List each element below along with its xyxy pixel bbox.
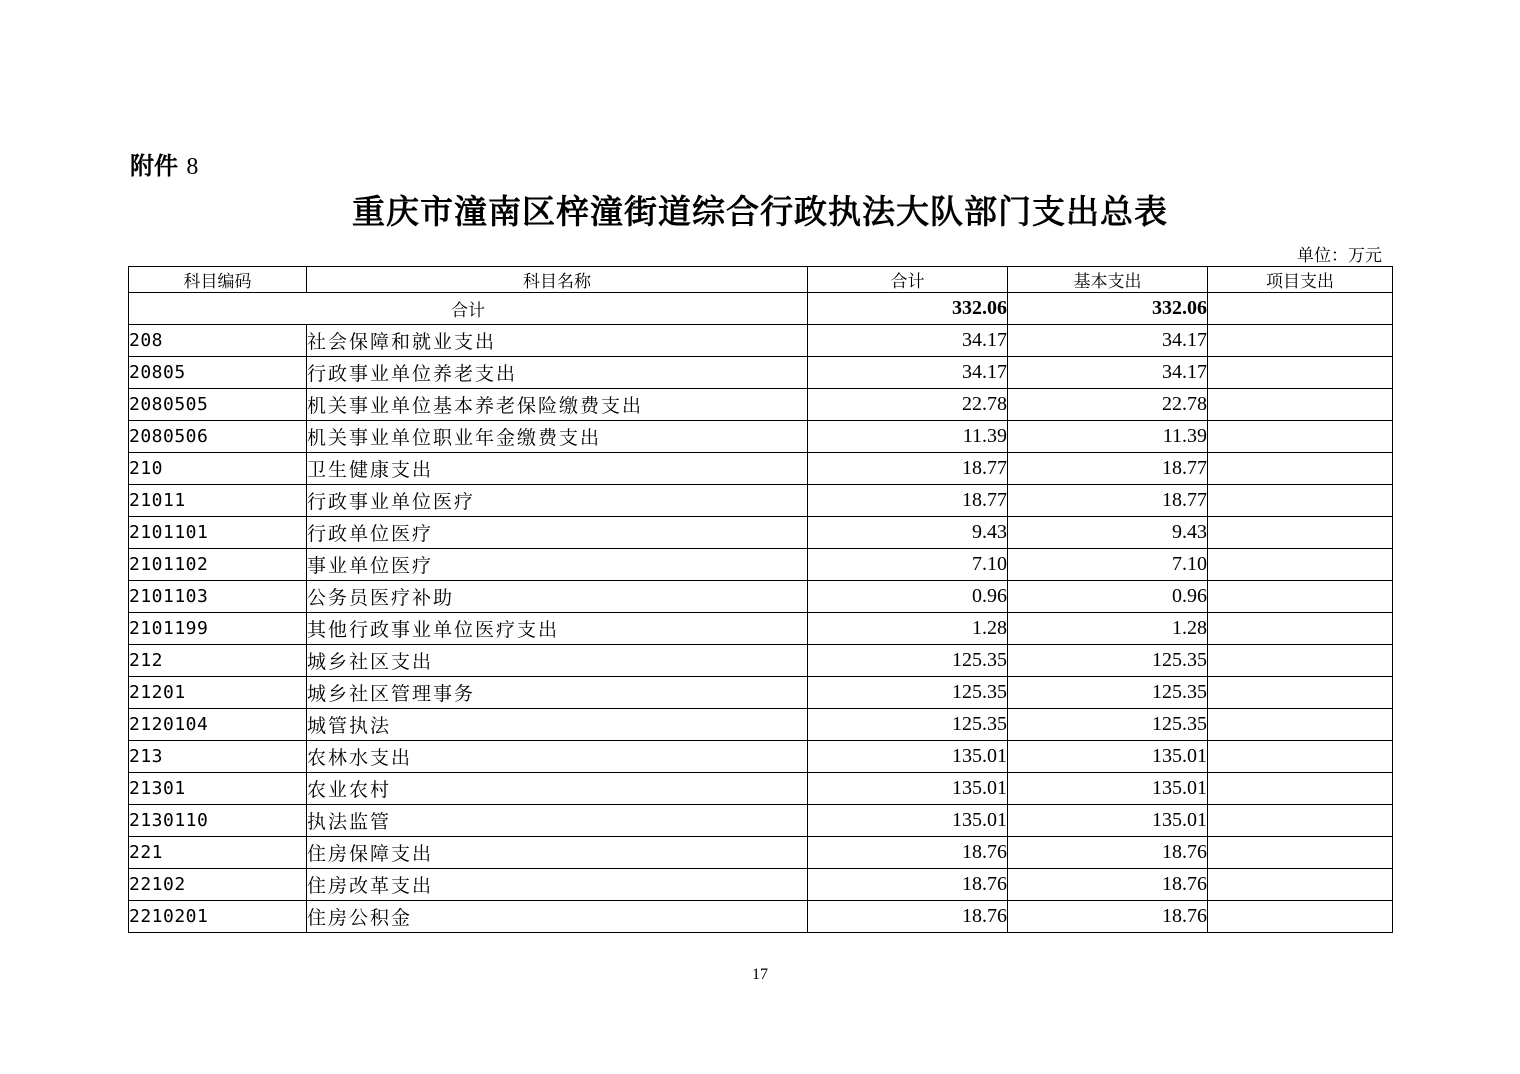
row-project: [1208, 709, 1393, 741]
row-basic: 1.28: [1008, 613, 1208, 645]
row-total: 135.01: [808, 773, 1008, 805]
table-row: [129, 453, 1393, 485]
table-row: [129, 613, 1393, 645]
row-project: [1208, 805, 1393, 837]
row-basic: 18.76: [1008, 869, 1208, 901]
row-code: 2210201: [129, 901, 307, 933]
row-code: 2080505: [129, 389, 307, 421]
row-total: 18.76: [808, 901, 1008, 933]
table-row: [129, 389, 1393, 421]
header-project: 项目支出: [1208, 267, 1393, 293]
row-name: 事业单位医疗: [307, 549, 808, 581]
row-total: 18.76: [808, 869, 1008, 901]
row-total: 34.17: [808, 325, 1008, 357]
row-project: [1208, 645, 1393, 677]
row-project: [1208, 517, 1393, 549]
row-code: 2130110: [129, 805, 307, 837]
row-total: 34.17: [808, 357, 1008, 389]
row-name: 住房改革支出: [307, 869, 808, 901]
row-project: [1208, 869, 1393, 901]
row-name: 社会保障和就业支出: [307, 325, 808, 357]
row-basic: 18.77: [1008, 453, 1208, 485]
row-code: 2101199: [129, 613, 307, 645]
total-project: [1208, 293, 1393, 325]
row-total: 0.96: [808, 581, 1008, 613]
row-total: 135.01: [808, 741, 1008, 773]
row-project: [1208, 549, 1393, 581]
table-row: [129, 549, 1393, 581]
row-basic: 135.01: [1008, 741, 1208, 773]
expenditure-table: [128, 266, 1393, 933]
row-total: 22.78: [808, 389, 1008, 421]
row-project: [1208, 677, 1393, 709]
total-label: 合计: [129, 293, 808, 325]
row-basic: 125.35: [1008, 645, 1208, 677]
table-header-row: [129, 267, 1393, 293]
row-basic: 135.01: [1008, 805, 1208, 837]
row-basic: 11.39: [1008, 421, 1208, 453]
attachment-prefix: 附件: [130, 152, 178, 180]
row-code: 21301: [129, 773, 307, 805]
row-code: 210: [129, 453, 307, 485]
table-row: [129, 741, 1393, 773]
row-name: 行政事业单位养老支出: [307, 357, 808, 389]
table-row: [129, 581, 1393, 613]
row-name: 城管执法: [307, 709, 808, 741]
row-name: 机关事业单位基本养老保险缴费支出: [307, 389, 808, 421]
row-code: 20805: [129, 357, 307, 389]
row-total: 11.39: [808, 421, 1008, 453]
row-name: 卫生健康支出: [307, 453, 808, 485]
row-total: 125.35: [808, 677, 1008, 709]
row-basic: 18.76: [1008, 837, 1208, 869]
row-total: 18.77: [808, 485, 1008, 517]
row-code: 208: [129, 325, 307, 357]
row-name: 住房公积金: [307, 901, 808, 933]
row-basic: 18.76: [1008, 901, 1208, 933]
row-code: 221: [129, 837, 307, 869]
row-total: 1.28: [808, 613, 1008, 645]
table-row: [129, 837, 1393, 869]
header-name: 科目名称: [307, 267, 808, 293]
row-total: 7.10: [808, 549, 1008, 581]
table-row: [129, 901, 1393, 933]
row-project: [1208, 581, 1393, 613]
row-code: 213: [129, 741, 307, 773]
row-name: 执法监管: [307, 805, 808, 837]
row-code: 2080506: [129, 421, 307, 453]
header-code: 科目编码: [129, 267, 307, 293]
table-row: [129, 645, 1393, 677]
row-name: 住房保障支出: [307, 837, 808, 869]
header-total: 合计: [808, 267, 1008, 293]
row-code: 21201: [129, 677, 307, 709]
table-row: [129, 773, 1393, 805]
row-basic: 9.43: [1008, 517, 1208, 549]
row-total: 125.35: [808, 709, 1008, 741]
page-number: 17: [752, 966, 768, 983]
row-code: 21011: [129, 485, 307, 517]
row-code: 2101103: [129, 581, 307, 613]
table-row: [129, 485, 1393, 517]
row-basic: 34.17: [1008, 357, 1208, 389]
row-project: [1208, 837, 1393, 869]
total-row: [129, 293, 1393, 325]
row-name: 农业农村: [307, 773, 808, 805]
row-total: 9.43: [808, 517, 1008, 549]
total-total: 332.06: [808, 293, 1008, 325]
row-basic: 125.35: [1008, 709, 1208, 741]
total-basic: 332.06: [1008, 293, 1208, 325]
table-row: [129, 325, 1393, 357]
row-basic: 22.78: [1008, 389, 1208, 421]
row-name: 行政单位医疗: [307, 517, 808, 549]
attachment-number: 8: [186, 154, 199, 180]
table-row: [129, 709, 1393, 741]
row-project: [1208, 773, 1393, 805]
row-basic: 0.96: [1008, 581, 1208, 613]
row-project: [1208, 453, 1393, 485]
row-name: 其他行政事业单位医疗支出: [307, 613, 808, 645]
row-project: [1208, 901, 1393, 933]
row-total: 125.35: [808, 645, 1008, 677]
row-project: [1208, 485, 1393, 517]
table-row: [129, 677, 1393, 709]
row-code: 2120104: [129, 709, 307, 741]
row-project: [1208, 389, 1393, 421]
table-row: [129, 869, 1393, 901]
row-basic: 125.35: [1008, 677, 1208, 709]
row-basic: 7.10: [1008, 549, 1208, 581]
table-row: [129, 805, 1393, 837]
row-basic: 135.01: [1008, 773, 1208, 805]
unit-label: 单位：万元: [1297, 246, 1382, 266]
table-row: [129, 517, 1393, 549]
page-title: 重庆市潼南区梓潼街道综合行政执法大队部门支出总表: [352, 192, 1168, 231]
row-name: 行政事业单位医疗: [307, 485, 808, 517]
row-project: [1208, 325, 1393, 357]
row-code: 212: [129, 645, 307, 677]
row-code: 2101102: [129, 549, 307, 581]
table-row: [129, 357, 1393, 389]
row-name: 城乡社区管理事务: [307, 677, 808, 709]
row-total: 18.76: [808, 837, 1008, 869]
row-project: [1208, 613, 1393, 645]
row-name: 机关事业单位职业年金缴费支出: [307, 421, 808, 453]
row-name: 农林水支出: [307, 741, 808, 773]
row-project: [1208, 741, 1393, 773]
row-total: 18.77: [808, 453, 1008, 485]
row-name: 公务员医疗补助: [307, 581, 808, 613]
header-basic: 基本支出: [1008, 267, 1208, 293]
row-basic: 34.17: [1008, 325, 1208, 357]
row-code: 2101101: [129, 517, 307, 549]
row-basic: 18.77: [1008, 485, 1208, 517]
row-project: [1208, 357, 1393, 389]
table-row: [129, 421, 1393, 453]
attachment-label: [130, 146, 198, 181]
row-code: 22102: [129, 869, 307, 901]
row-total: 135.01: [808, 805, 1008, 837]
row-project: [1208, 421, 1393, 453]
row-name: 城乡社区支出: [307, 645, 808, 677]
